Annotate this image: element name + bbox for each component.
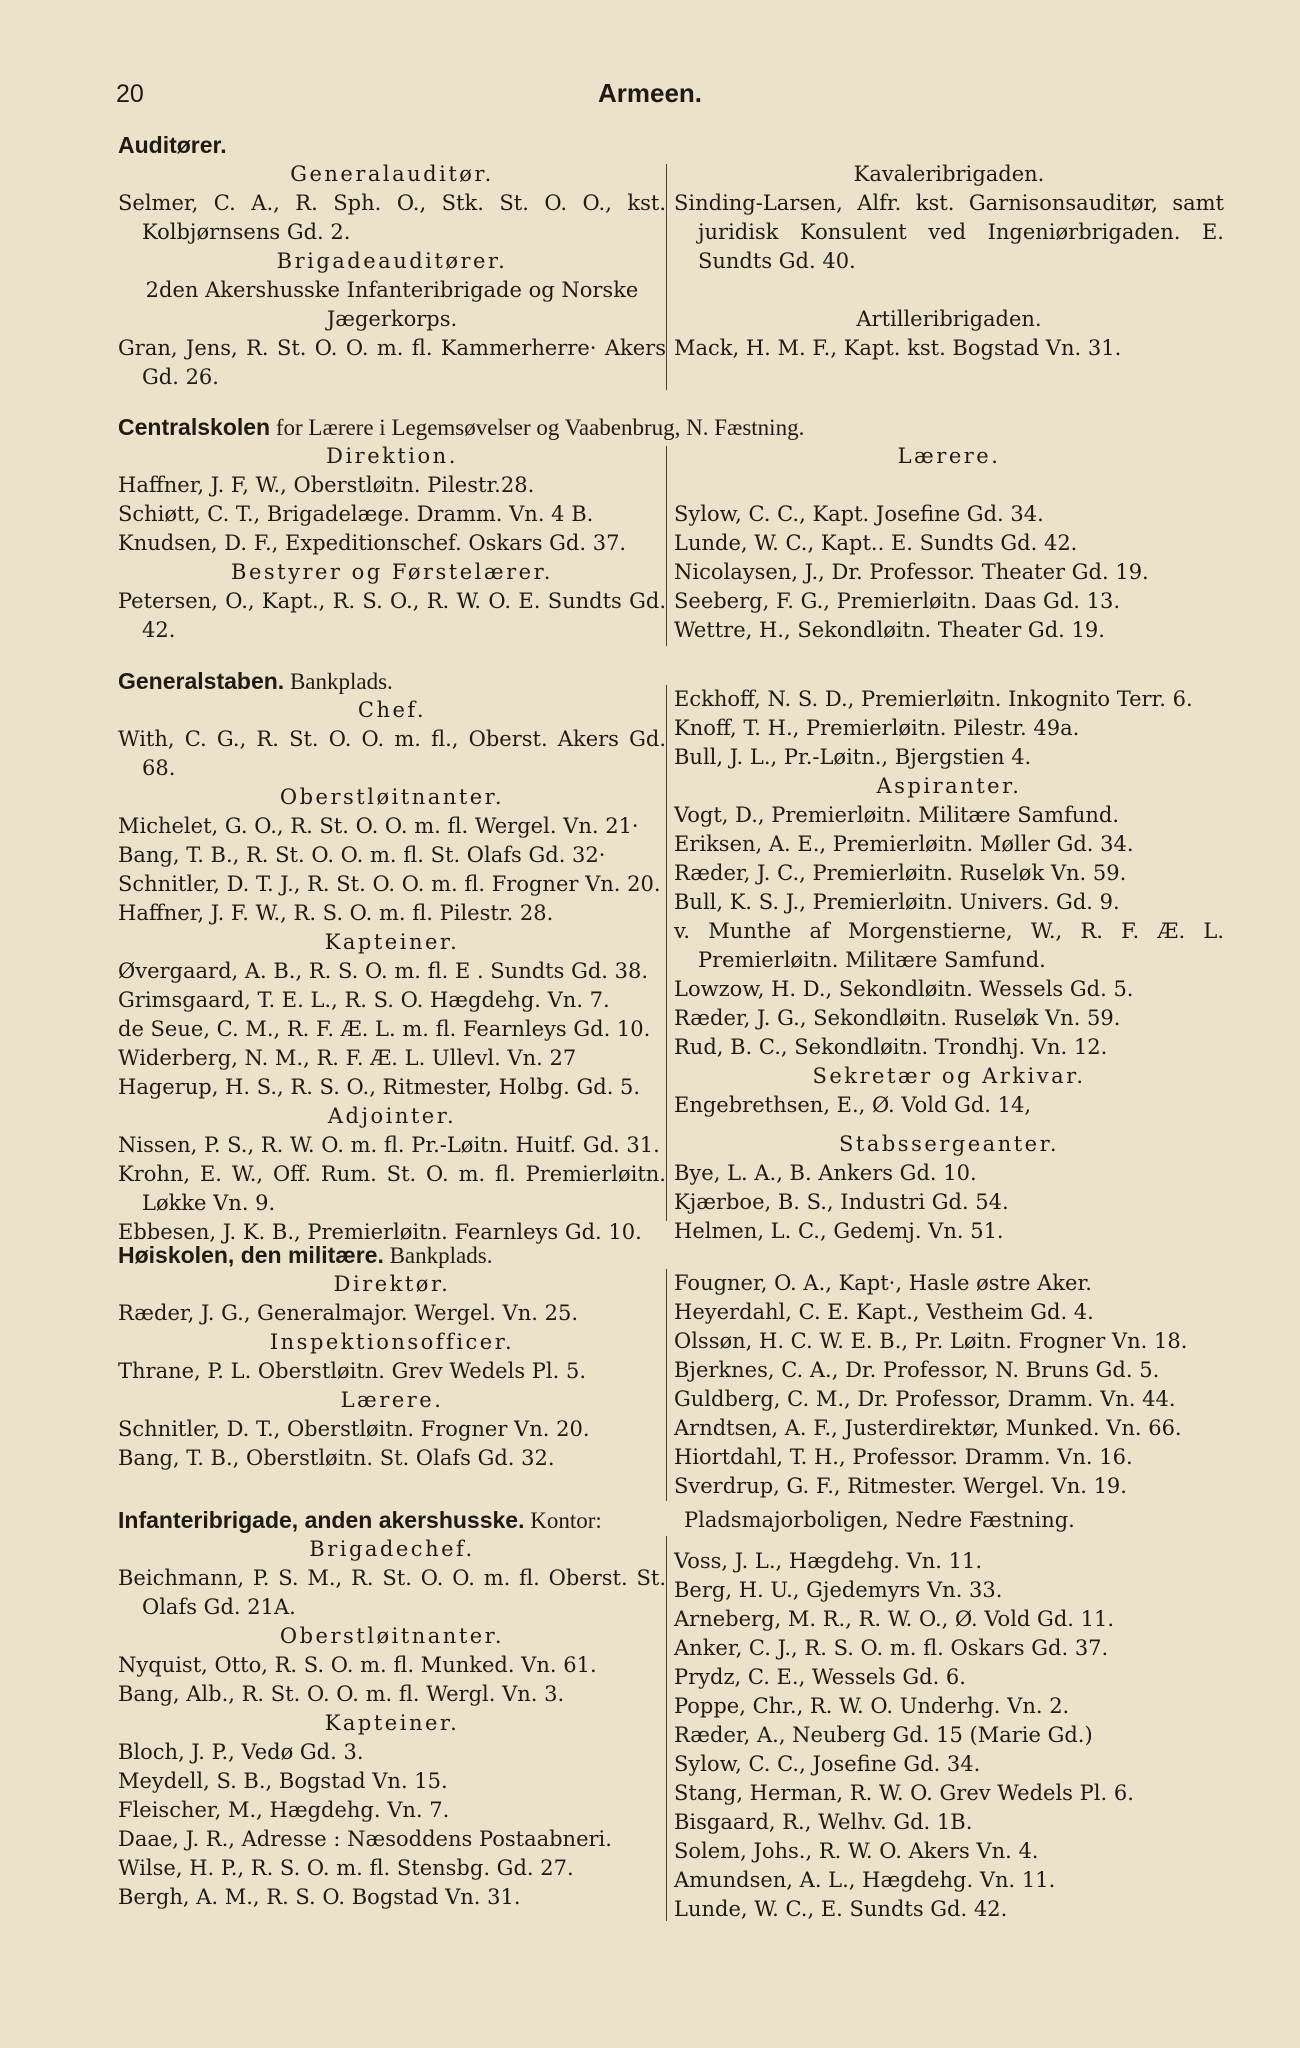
list-item: Daae, J. R., Adresse : Næsoddens Postaabneri. (118, 1827, 612, 1851)
section-hoiskolen (118, 1241, 1218, 1511)
subheading: Aspiranter. (876, 774, 1022, 798)
list-item: Guldberg, C. M., Dr. Professor, Dramm. Vn. 44. (674, 1387, 1176, 1411)
list-item: Engebrethsen, E., Ø. Vold Gd. 14, (674, 1093, 1032, 1117)
list-item: Ræder, J. C., Premierløitn. Ruseløk Vn. 59. (674, 861, 1127, 885)
list-item: Bye, L. A., B. Ankers Gd. 10. (674, 1161, 977, 1185)
list-item: Bisgaard, R., Welhv. Gd. 1B. (674, 1810, 973, 1834)
subheading: Kapteiner. (324, 1711, 460, 1735)
list-item: Nicolaysen, J., Dr. Professor. Theater Gd. 19. (674, 560, 1149, 584)
list-item: Haffner, J. F, W., Oberstløitn. Pilestr.28. (118, 473, 535, 497)
section-generalstaben (118, 667, 1224, 1244)
subheading: Lærere. (340, 1388, 444, 1412)
subheading: Brigadeauditører. (276, 249, 508, 273)
list-item: Sylow, C. C., Josefine Gd. 34. (674, 1752, 981, 1776)
list-item: Arneberg, M. R., R. W. O., Ø. Vold Gd. 11. (674, 1607, 1115, 1631)
note: 2den Akershusske Infanteribrigade og Norske Jægerkorps. (145, 278, 639, 331)
list-item: Lunde, W. C., E. Sundts Gd. 42. (674, 1897, 1008, 1921)
column-divider (666, 446, 667, 646)
list-item: Prydz, C. E., Wessels Gd. 6. (674, 1665, 966, 1689)
list-item: Michelet, G. O., R. St. O. O. m. fl. Wergel. Vn. 21· (118, 814, 639, 838)
subheading: Oberstløitnanter. (279, 785, 505, 809)
infanteri-left (118, 1506, 666, 1912)
list-item: Rud, B. C., Sekondløitn. Trondhj. Vn. 12. (674, 1035, 1108, 1059)
list-item: Knudsen, D. F., Expeditionschef. Oskars Gd. 37. (118, 531, 627, 555)
section-heading: Auditører. (118, 132, 227, 158)
list-item: Nissen, P. S., R. W. O. m. fl. Pr.-Løitn. Huitf. Gd. 31. (118, 1133, 660, 1157)
list-item: Beichmann, P. S. M., R. St. O. O. m. fl. Oberst. St. Olafs Gd. 21A. (118, 1566, 666, 1619)
list-item: Selmer, C. A., R. Sph. O., Stk. St. O. O., kst. Kolbjørnsens Gd. 2. (118, 191, 666, 244)
list-item: Amundsen, A. L., Hægdehg. Vn. 11. (674, 1868, 1056, 1892)
list-item: Ræder, J. G., Sekondløitn. Ruseløk Vn. 59. (674, 1006, 1121, 1030)
list-item: Wilse, H. P., R. S. O. m. fl. Stensbg. Gd. 27. (118, 1856, 574, 1880)
column-divider (666, 164, 667, 390)
list-item: Sverdrup, G. F., Ritmester. Wergel. Vn. 19. (674, 1474, 1127, 1498)
list-item: Thrane, P. L. Oberstløitn. Grev Wedels Pl. 5. (118, 1359, 586, 1383)
list-item: Krohn, E. W., Off. Rum. St. O. m. fl. Premierløitn. Løkke Vn. 9. (118, 1162, 666, 1215)
section-heading-rest: for Lærere i Legemsøvelser og Vaabenbrug, N. Fæstning. (270, 415, 805, 440)
column-divider (666, 1269, 667, 1501)
section-heading: Infanteribrigade, anden akershusske. Kontor: (118, 1507, 602, 1533)
list-item: Bjerknes, C. A., Dr. Professor, N. Bruns Gd. 5. (674, 1358, 1160, 1382)
subheading: Sekretær og Arkivar. (812, 1064, 1086, 1088)
list-item: Lunde, W. C., Kapt.. E. Sundts Gd. 42. (674, 531, 1078, 555)
hoiskolen-left (118, 1241, 666, 1473)
list-item: Voss, J. L., Hægdehg. Vn. 11. (674, 1549, 983, 1573)
list-item: Olssøn, H. C. W. E. B., Pr. Løitn. Frogner Vn. 18. (674, 1329, 1188, 1353)
subheading: Lærere. (897, 444, 1001, 468)
list-item: Helmen, L. C., Gedemj. Vn. 51. (674, 1219, 1004, 1243)
subheading: Stabssergeanter. (839, 1132, 1059, 1156)
list-item: de Seue, C. M., R. F. Æ. L. m. fl. Fearnleys Gd. 10. (118, 1017, 651, 1041)
column-divider (666, 1536, 667, 1921)
list-item: Bang, T. B., R. St. O. O. m. fl. St. Olafs Gd. 32· (118, 843, 606, 867)
section-centralskolen (118, 413, 1218, 653)
list-item: Nyquist, Otto, R. S. O. m. fl. Munked. Vn. 61. (118, 1653, 597, 1677)
subheading: Generalauditør. (290, 162, 494, 186)
subheading: Inspektionsofficer. (269, 1330, 515, 1354)
subheading: Kapteiner. (324, 930, 460, 954)
subheading: Direktør. (333, 1272, 451, 1296)
list-item: Bergh, A. M., R. S. O. Bogstad Vn. 31. (118, 1885, 521, 1909)
list-item: Arndtsen, A. F., Justerdirektør, Munked. Vn. 66. (674, 1416, 1182, 1440)
list-item: Ræder, A., Neuberg Gd. 15 (Marie Gd.) (674, 1723, 1093, 1747)
generalstaben-left (118, 667, 666, 1247)
column-divider (666, 685, 667, 1221)
list-item: Hiortdahl, T. H., Professor. Dramm. Vn. 16. (674, 1445, 1133, 1469)
page-title: Armeen. (597, 78, 703, 108)
list-item: Widerberg, N. M., R. F. Æ. L. Ullevl. Vn. 27 (118, 1046, 577, 1070)
list-item: Bang, T. B., Oberstløitn. St. Olafs Gd. 32. (118, 1446, 555, 1470)
subheading: Pladsmajorboligen, Nedre Fæstning. (684, 1508, 1075, 1532)
list-item: Knoff, T. H., Premierløitn. Pilestr. 49a. (674, 716, 1080, 740)
list-item: Bull, J. L., Pr.-Løitn., Bjergstien 4. (674, 745, 1032, 769)
list-item: Fleischer, M., Hægdehg. Vn. 7. (118, 1798, 450, 1822)
centralskolen-left (118, 442, 666, 645)
list-item: Mack, H. M. F., Kapt. kst. Bogstad Vn. 31. (674, 336, 1122, 360)
list-item: Bull, K. S. J., Premierløitn. Univers. Gd. 9. (674, 890, 1120, 914)
list-item: Seeberg, F. G., Premierløitn. Daas Gd. 13. (674, 589, 1121, 613)
list-item: Eriksen, A. E., Premierløitn. Møller Gd. 34. (674, 832, 1134, 856)
list-item: Schnitler, D. T., Oberstløitn. Frogner Vn. 20. (118, 1417, 590, 1441)
section-auditorer (118, 131, 1224, 396)
list-item: Haffner, J. F. W., R. S. O. m. fl. Pilestr. 28. (118, 901, 554, 925)
section-heading-rest: Kontor: (524, 1508, 602, 1533)
subheading: Oberstløitnanter. (279, 1624, 505, 1648)
section-heading: Centralskolen for Lærere i Legemsøvelser og Vaabenbrug, N. Fæstning. (118, 414, 805, 440)
list-item: Schnitler, D. T. J., R. St. O. O. m. fl. Frogner Vn. 20. (118, 872, 661, 896)
list-item: Poppe, Chr., R. W. O. Underhg. Vn. 2. (674, 1694, 1070, 1718)
list-item: Eckhoff, N. S. D., Premierløitn. Inkognito Terr. 6. (674, 687, 1193, 711)
page-number: 20 (116, 80, 144, 108)
list-item: Stang, Herman, R. W. O. Grev Wedels Pl. 6. (674, 1781, 1134, 1805)
subheading: Direktion. (326, 444, 458, 468)
list-item: Meydell, S. B., Bogstad Vn. 15. (118, 1769, 448, 1793)
list-item: Lowzow, H. D., Sekondløitn. Wessels Gd. 5. (674, 977, 1134, 1001)
list-item: Solem, Johs., R. W. O. Akers Vn. 4. (674, 1839, 1039, 1863)
list-item: Anker, C. J., R. S. O. m. fl. Oskars Gd. 37. (674, 1636, 1109, 1660)
hoiskolen-right (674, 1269, 1224, 1501)
list-item: Vogt, D., Premierløitn. Militære Samfund. (674, 803, 1120, 827)
list-item: With, C. G., R. St. O. O. m. fl., Oberst. Akers Gd. 68. (118, 727, 666, 780)
list-item: Hagerup, H. S., R. S. O., Ritmester, Holbg. Gd. 5. (118, 1075, 641, 1099)
list-item: Bloch, J. P., Vedø Gd. 3. (118, 1740, 364, 1764)
generalstaben-right (674, 685, 1224, 1246)
subheading: Brigadechef. (309, 1537, 475, 1561)
section-heading-rest: Bankplads. (284, 669, 393, 694)
list-item: Øvergaard, A. B., R. S. O. m. fl. E . Sundts Gd. 38. (118, 959, 649, 983)
list-item: Petersen, O., Kapt., R. S. O., R. W. O. E. Sundts Gd. 42. (118, 589, 666, 642)
subheading: Artilleribrigaden. (856, 307, 1042, 331)
subheading: Bestyrer og Førstelærer. (231, 560, 553, 584)
subheading: Kavaleribrigaden. (853, 162, 1045, 186)
auditorer-right (674, 160, 1224, 363)
section-heading: Generalstaben. Bankplads. (118, 668, 393, 694)
list-item: Bang, Alb., R. St. O. O. m. fl. Wergl. Vn. 3. (118, 1682, 565, 1706)
centralskolen-right (674, 442, 1224, 645)
list-item: Grimsgaard, T. E. L., R. S. O. Hægdehg. Vn. 7. (118, 988, 610, 1012)
section-infanteri (118, 1506, 1218, 1926)
list-item: Schiøtt, C. T., Brigadelæge. Dramm. Vn. 4 B. (118, 502, 594, 526)
section-heading-rest: Bankplads. (383, 1243, 493, 1268)
infanteri-right (674, 1506, 1224, 1924)
list-item: v. Munthe af Morgenstierne, W., R. F. Æ. L. Premierløitn. Militære Samfund. (674, 919, 1224, 972)
list-item: Sylow, C. C., Kapt. Josefine Gd. 34. (674, 502, 1044, 526)
list-item: Heyerdahl, C. E. Kapt., Vestheim Gd. 4. (674, 1300, 1094, 1324)
list-item: Gran, Jens, R. St. O. O. m. fl. Kammerherre· Akers Gd. 26. (118, 336, 666, 389)
list-item: Berg, H. U., Gjedemyrs Vn. 33. (674, 1578, 1003, 1602)
list-item: Sinding-Larsen, Alfr. kst. Garnisonsauditør, samt juridisk Konsulent ved Ingeniørbrigaden. E. Sundts Gd. 40. (674, 191, 1224, 273)
subheading: Adjointer. (327, 1104, 457, 1128)
auditorer-left (118, 131, 666, 392)
list-item: Ebbesen, J. K. B., Premierløitn. Fearnleys Gd. 10. (118, 1220, 642, 1244)
subheading: Chef. (357, 698, 427, 722)
list-item: Wettre, H., Sekondløitn. Theater Gd. 19. (674, 618, 1105, 642)
list-item: Fougner, O. A., Kapt·, Hasle østre Aker. (674, 1271, 1092, 1295)
list-item: Ræder, J. G., Generalmajor. Wergel. Vn. 25. (118, 1301, 578, 1325)
list-item: Kjærboe, B. S., Industri Gd. 54. (674, 1190, 1009, 1214)
section-heading: Høiskolen, den militære. Bankplads. (118, 1242, 493, 1268)
